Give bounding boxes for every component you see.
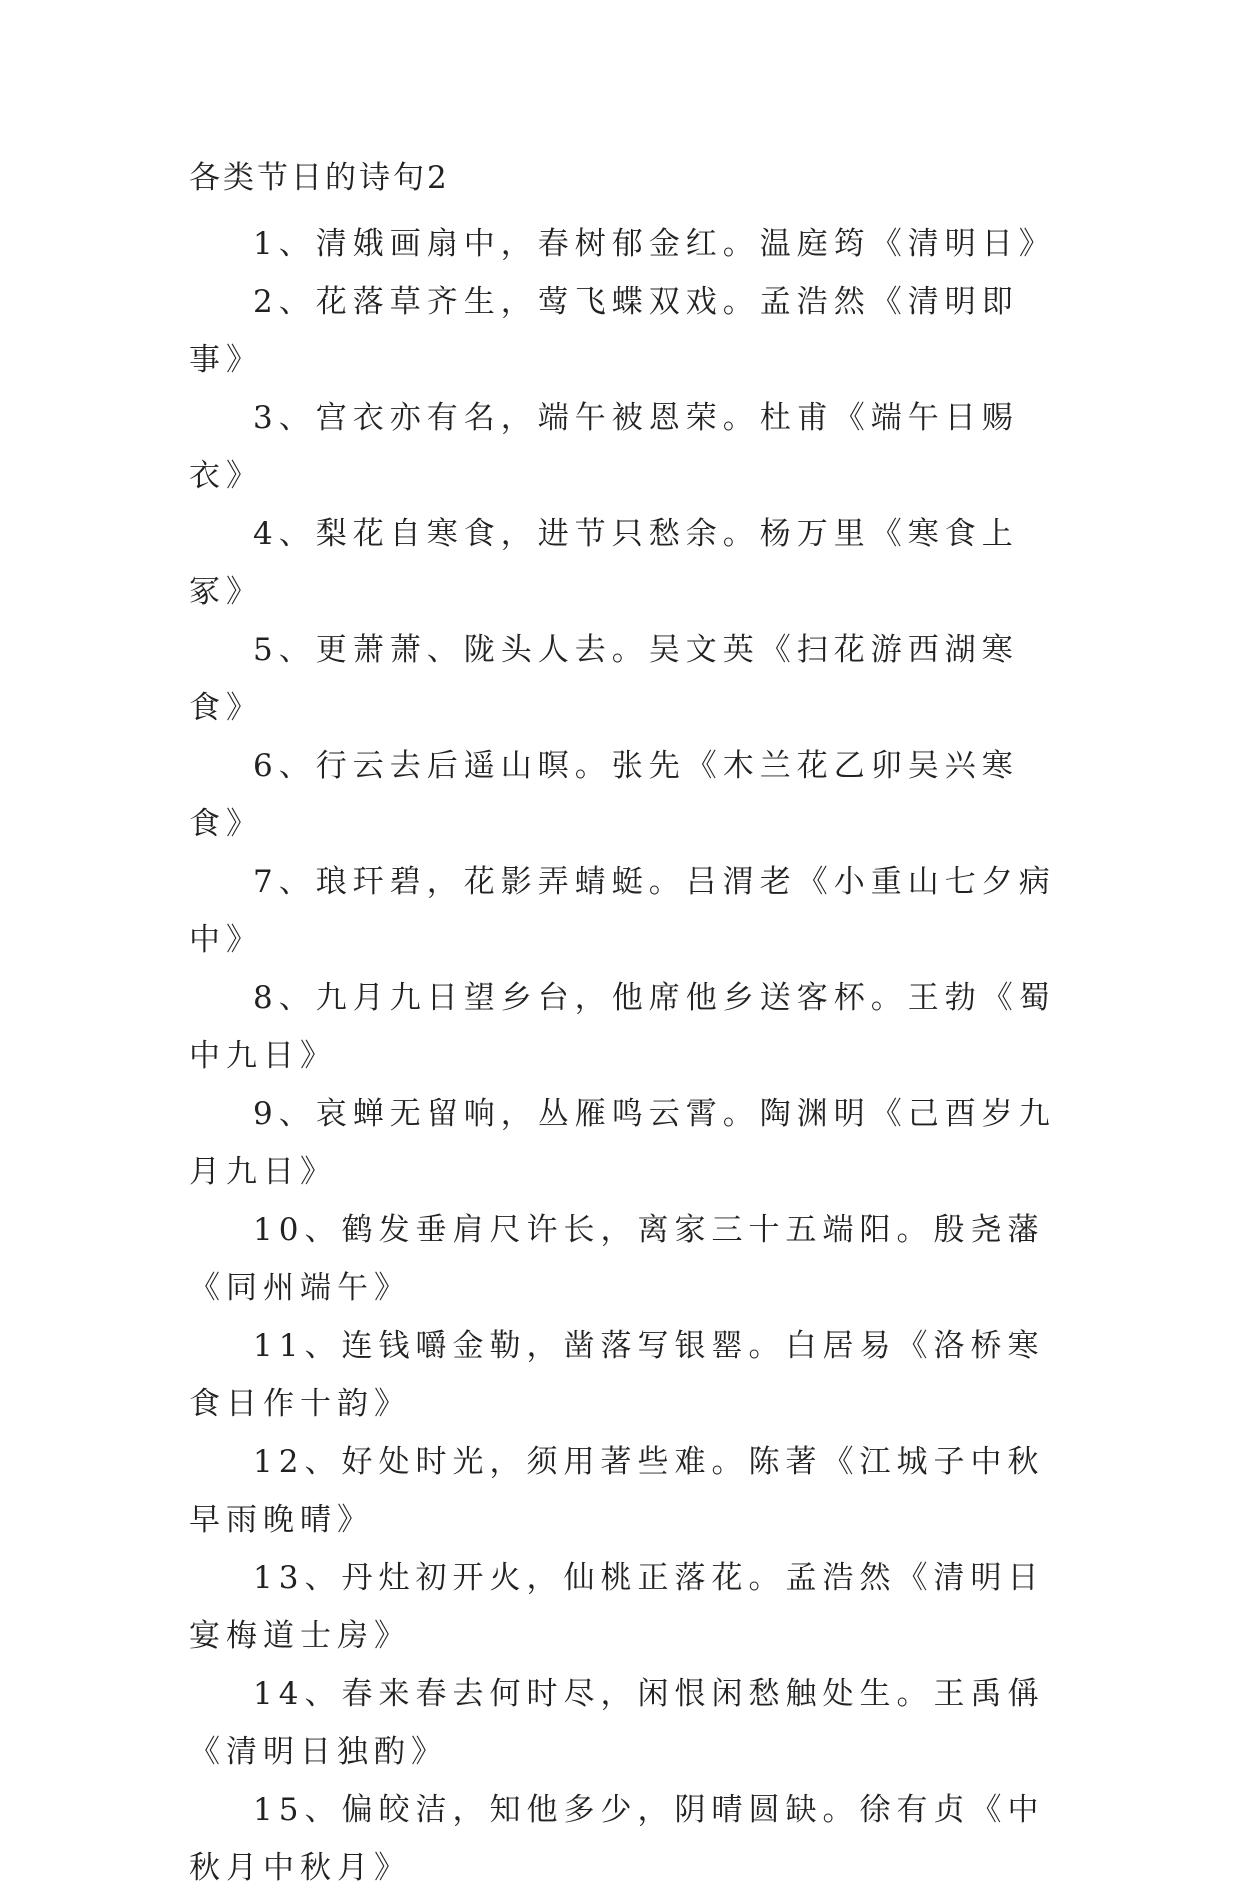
poem-line-13: 13、丹灶初开火，仙桃正落花。孟浩然《清明日宴梅道士房》 [189, 1560, 1045, 1654]
poem-line-6: 6、行云去后遥山暝。张先《木兰花乙卯吴兴寒食》 [189, 748, 1019, 842]
poem-line-7: 7、琅玕碧，花影弄蜻蜓。吕渭老《小重山七夕病中》 [189, 864, 1056, 958]
poem-line-2: 2、花落草齐生，莺飞蝶双戏。孟浩然《清明即事》 [189, 284, 1019, 378]
poem-line-3: 3、宫衣亦有名，端午被恩荣。杜甫《端午日赐衣》 [189, 400, 1019, 494]
poem-line-11: 11、连钱嚼金勒，凿落写银罂。白居易《洛桥寒食日作十韵》 [189, 1328, 1045, 1422]
poem-line-1: 1、清娥画扇中，春树郁金红。温庭筠《清明日》 [253, 226, 1056, 262]
poem-line-5: 5、更萧萧、陇头人去。吴文英《扫花游西湖寒食》 [189, 632, 1019, 726]
poem-line-12: 12、好处时光，须用著些难。陈著《江城子中秋早雨晚晴》 [189, 1444, 1045, 1538]
poem-line-10: 10、鹤发垂肩尺许长，离家三十五端阳。殷尧藩《同州端午》 [189, 1212, 1045, 1306]
poem-line-15: 15、偏皎洁，知他多少，阴晴圆缺。徐有贞《中秋月中秋月》 [189, 1792, 1045, 1886]
document-page [189, 158, 1059, 1897]
poem-line-14: 14、春来春去何时尽，闲恨闲愁触处生。王禹偁《清明日独酌》 [189, 1676, 1045, 1770]
poem-line-4: 4、梨花自寒食，进节只愁余。杨万里《寒食上冢》 [189, 516, 1019, 610]
document-title: 各类节日的诗句2 [189, 160, 450, 196]
poem-line-8: 8、九月九日望乡台，他席他乡送客杯。王勃《蜀中九日》 [189, 980, 1056, 1074]
poem-line-9: 9、哀蝉无留响，丛雁鸣云霄。陶渊明《己酉岁九月九日》 [189, 1096, 1056, 1190]
